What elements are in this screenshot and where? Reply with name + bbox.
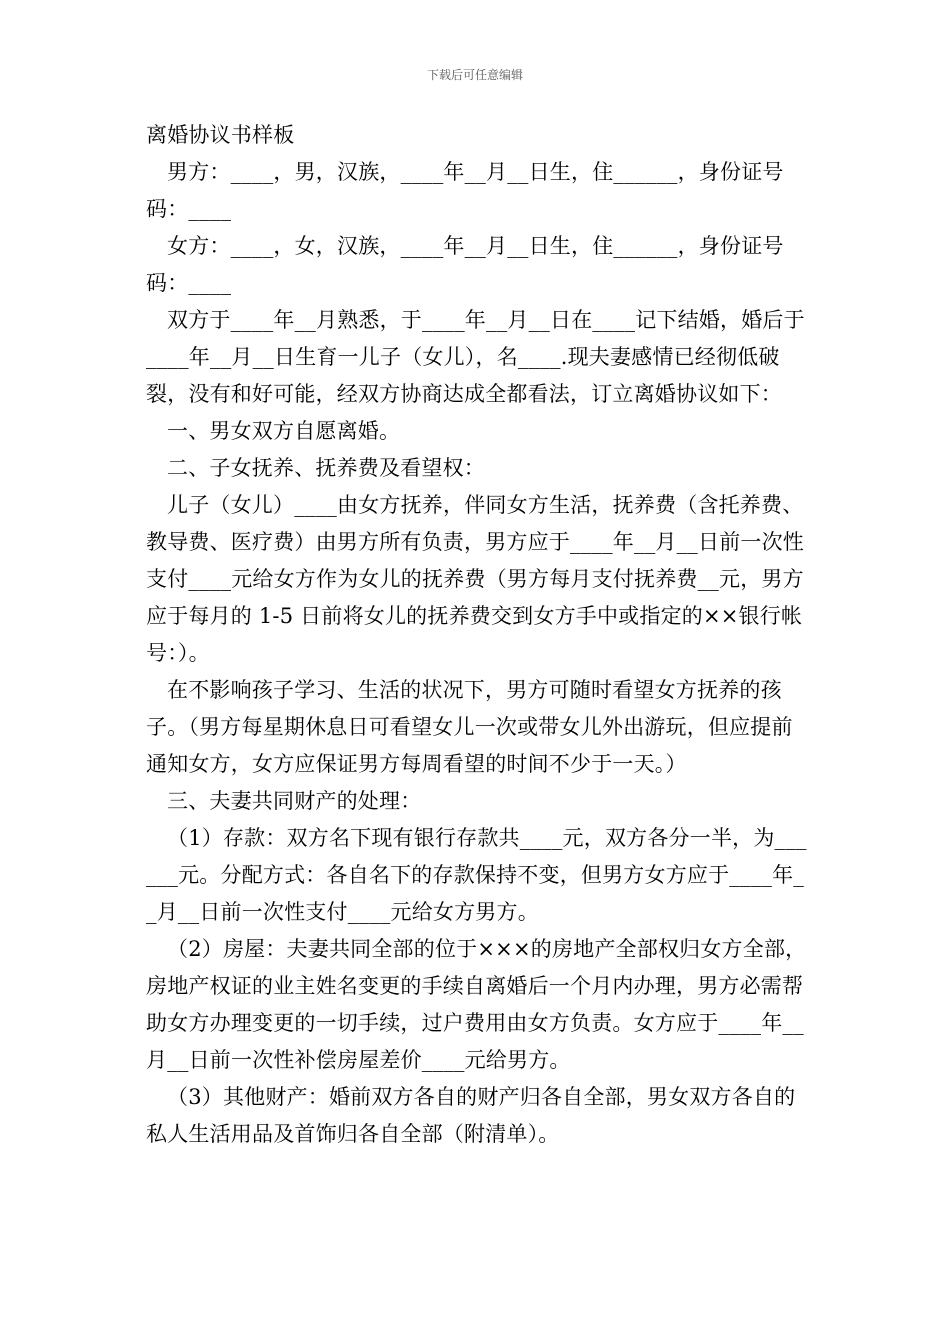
paragraph-male-party: 男方：____，男，汉族，____年__月__日生，住______，身份证号码：____: [146, 160, 784, 221]
paragraph-clause-3-heading: 三、夫妻共同财产的处理：: [167, 789, 422, 813]
paragraph-visitation: 在不影响孩子学习、生活的状况下，男方可随时看望女方抚养的孩子。（男方每星期休息日可看望女儿一次或带女儿外出游玩，但应提前通知女方，女方应保证男方每周看望的时间不少于一天。）: [146, 678, 793, 776]
paragraph-background: 双方于____年__月熟悉，于____年__月__日在____记下结婚，婚后于____年__月__日生育一儿子（女儿），名____.现夫妻感情已经彻低破裂，没有和好可能，经双方协商达成全都看法，订立离婚协议如下：: [146, 308, 805, 406]
paragraph-clause-2-heading: 二、子女抚养、抚养费及看望权：: [167, 456, 485, 480]
paragraph-other-property: （3）其他财产：婚前双方各自的财产归各自全部，男女双方各自的私人生活用品及首饰归各自全部（附清单）。: [146, 1085, 796, 1146]
paragraph-female-party: 女方：____，女，汉族，____年__月__日生，住______，身份证号码：____: [146, 234, 784, 295]
page-header-note: 下载后可任意编辑: [426, 68, 523, 82]
paragraph-housing: （2）房屋：夫妻共同全部的位于×××的房地产全部权归女方全部，房地产权证的业主姓名变更的手续自离婚后一个月内办理，男方必需帮助女方办理变更的一切手续，过户费用由女方负责。女方应于____年__月__日前一次性补偿房屋差价____元给男方。: [146, 937, 807, 1072]
document-title: 离婚协议书样板: [146, 123, 295, 147]
paragraph-clause-1: 一、男女双方自愿离婚。: [167, 419, 401, 443]
paragraph-child-custody: 儿子（女儿）____由女方抚养，伴同女方生活，抚养费（含托养费、教导费、医疗费）由男方所有负责，男方应于____年__月__日前一次性支付____元给女方作为女儿的抚养费（男方每月支付抚养费__元，男方应于每月的 1-5 日前将女儿的抚养费交到女方手中或指定的××银行帐号：）。: [146, 493, 804, 665]
document-body: [146, 117, 812, 1153]
paragraph-deposits: （1）存款：双方名下现有银行存款共____元，双方各分一半，为______元。分配方式：各自名下的存款保持不变，但男方女方应于____年__月__日前一次性支付____元给女方男方。: [146, 826, 807, 924]
